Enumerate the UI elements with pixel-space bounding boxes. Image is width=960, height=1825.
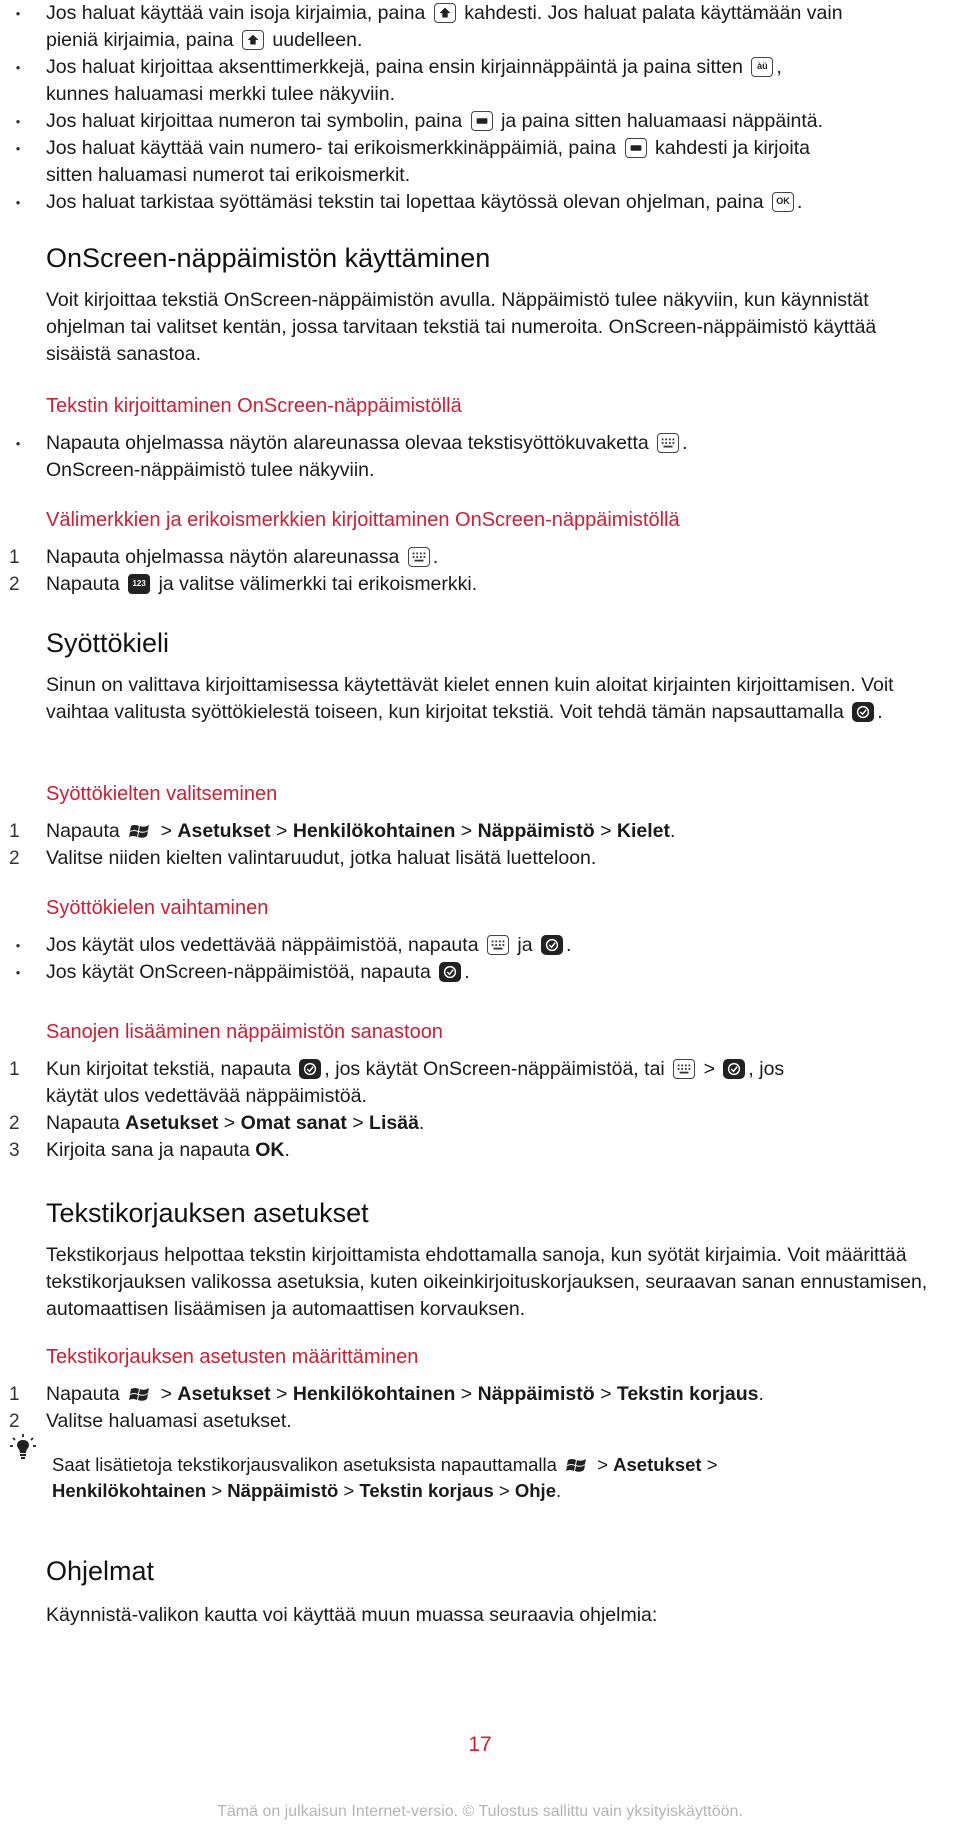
subsection-correction-settings (9, 1344, 946, 1435)
bullet: • (15, 938, 21, 953)
section-text-correction (46, 1196, 946, 1323)
subsection-heading: Syöttökielen vaihtaminen (46, 897, 269, 919)
list-item: • Napauta ohjelmassa näytön alareunassa olevaa tekstisyöttökuvaketta . OnScreen-näppäimistö tulee näkyviin. (46, 430, 946, 484)
keyboard-icon (657, 433, 679, 453)
subsection-heading: Tekstin kirjoittaminen OnScreen-näppäimistöllä (46, 395, 462, 417)
section-onscreen (46, 241, 946, 368)
numbered-step: 1 Kun kirjoitat tekstiä, napauta , jos käytät OnScreen-näppäimistöä, tai > , jos käytät ulos vedettävää näppäimistöä. (9, 1058, 785, 1107)
lightbulb-tip-icon (8, 1432, 38, 1462)
subsection-switch-language (15, 895, 946, 986)
keyboard-icon (673, 1059, 695, 1079)
numbered-step: 1 Napauta > Asetukset > Henkilökohtainen > Näppäimistö > Tekstin korjaus. (9, 1383, 764, 1405)
windows-start-icon (128, 821, 152, 841)
section-heading: Ohjelmat (46, 1556, 155, 1586)
keyboard-icon (408, 547, 430, 567)
subsection-heading: Syöttökielten valitseminen (46, 783, 278, 805)
numbered-step: 1 Napauta ohjelmassa näytön alareunassa . (9, 546, 439, 568)
list-item: • Jos haluat tarkistaa syöttämäsi tekstin tai lopettaa käytössä olevan ohjelman, paina OK . (46, 189, 946, 216)
ok-key-icon: OK (772, 192, 794, 212)
numbered-step: 1 Napauta > Asetukset > Henkilökohtainen > Näppäimistö > Kielet. (9, 820, 676, 842)
section-heading: Tekstikorjauksen asetukset (46, 1198, 369, 1228)
subsection-heading: Tekstikorjauksen asetusten määrittäminen (46, 1346, 419, 1368)
numbered-step: 2 Valitse niiden kielten valintaruudut, jotka haluat lisätä luetteloon. (9, 847, 597, 869)
tip-note: Saat lisätietoja tekstikorjausvalikon asetuksista napauttamalla > Asetukset > Henkilökohtainen > Näppäimistö > Tekstin korjaus > Ohje. (52, 1454, 718, 1501)
bullet: • (15, 141, 21, 156)
accent-key-icon: àü (751, 57, 773, 77)
subsection-heading: Välimerkkien ja erikoismerkkien kirjoittaminen OnScreen-näppäimistöllä (46, 509, 680, 531)
subsection-add-words (9, 1019, 946, 1164)
subsection-onscreen-typing (15, 393, 946, 484)
section-input-language (46, 626, 946, 726)
subsection-special-characters (9, 507, 946, 598)
shift-key-icon (242, 30, 264, 50)
bullet: • (15, 114, 21, 129)
list-item: • Jos käytät ulos vedettävää näppäimistöä, napauta ja . (46, 932, 946, 959)
list-item: • Jos haluat käyttää vain isoja kirjaimia, paina kahdesti. Jos haluat palata käyttämään vain pieniä kirjaimia, paina uudelleen. (46, 0, 946, 54)
section-heading: Syöttökieli (46, 628, 170, 658)
bullet: • (15, 195, 21, 210)
shift-key-icon (434, 3, 456, 23)
numeric-key-icon: 123 (128, 574, 150, 594)
subsection-select-languages (9, 781, 946, 872)
section-intro: Käynnistä-valikon kautta voi käyttää muun muassa seuraavia ohjelmia: (46, 1604, 658, 1626)
bullet: • (15, 965, 21, 980)
symbol-key-icon (471, 111, 493, 131)
section-heading: OnScreen-näppäimistön käyttäminen (46, 243, 491, 273)
language-switch-icon (541, 935, 563, 955)
numbered-step: 2 Napauta Asetukset > Omat sanat > Lisää. (9, 1112, 425, 1134)
keyboard-tips-list (15, 0, 946, 216)
language-switch-icon (439, 962, 461, 982)
bullet: • (15, 6, 21, 21)
language-switch-icon (852, 702, 874, 722)
language-switch-icon (723, 1059, 745, 1079)
language-switch-icon (299, 1059, 321, 1079)
subsection-heading: Sanojen lisääminen näppäimistön sanastoon (46, 1021, 443, 1043)
bullet: • (15, 436, 21, 451)
keyboard-icon (487, 935, 509, 955)
section-intro: Tekstikorjaus helpottaa tekstin kirjoittamista ehdottamalla sanoja, kun syötät kirjaimia. Voit määrittää tekstikorjauksen valikossa asetuksia, kuten oikeinkirjoituskorjauksen, seuraavan sanan ennustamisen, automaattisen lisäämisen ja automaattisen korvauksen. (46, 1244, 928, 1320)
list-item: • Jos haluat käyttää vain numero- tai erikoismerkkinäppäimiä, paina kahdesti ja kirjoita sitten haluamasi numerot tai erikoismerkit. (46, 135, 946, 189)
windows-start-icon (128, 1384, 152, 1404)
section-intro: Voit kirjoittaa tekstiä OnScreen-näppäimistön avulla. Näppäimistö tulee näkyviin, kun käynnistät ohjelman tai valitset kentän, jossa tarvitaan tekstiä tai numeroita. OnScreen-näppäimistö käyttää sisäistä sanastoa. (46, 289, 877, 365)
list-item: • Jos haluat kirjoittaa numeron tai symbolin, paina ja paina sitten haluamaasi näppäintä. (46, 108, 946, 135)
numbered-step: 2 Valitse haluamasi asetukset. (9, 1410, 292, 1432)
section-programs (46, 1554, 946, 1629)
windows-start-icon (565, 1455, 589, 1475)
footer-notice: Tämä on julkaisun Internet-versio. © Tulostus sallittu vain yksityiskäyttöön. (217, 1803, 743, 1820)
numbered-step: 2 Napauta 123 ja valitse välimerkki tai erikoismerkki. (9, 573, 478, 595)
symbol-key-icon (625, 138, 647, 158)
page-number: 17 (468, 1733, 492, 1756)
list-item: • Jos käytät OnScreen-näppäimistöä, napauta . (46, 959, 946, 986)
list-item: • Jos haluat kirjoittaa aksenttimerkkejä, paina ensin kirjainnäppäintä ja paina sitten àü , kunnes haluamasi merkki tulee näkyviin. (46, 54, 946, 108)
section-intro: Sinun on valittava kirjoittamisessa käytettävät kielet ennen kuin aloitat kirjainten kirjoittamisen. Voit vaihtaa valitusta syöttökielestä toiseen, kun kirjoitat tekstiä. Voit tehdä tämän napsauttamalla . (46, 674, 894, 723)
numbered-step: 3 Kirjoita sana ja napauta OK. (9, 1139, 290, 1161)
bullet: • (15, 60, 21, 75)
